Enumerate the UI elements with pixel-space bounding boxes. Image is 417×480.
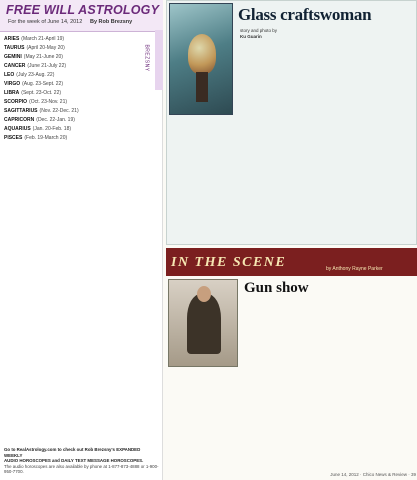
astro-sign-virgo <box>4 81 154 87</box>
astrology-footer-line3: The audio horoscopes are also available by phone at 1-877-873-4888 or 1-900-950-7700. <box>4 463 159 474</box>
astro-sign-taurus <box>4 45 154 51</box>
glass-byline <box>240 28 390 39</box>
author-photo <box>168 279 238 367</box>
astro-sign-dates: (April 20-May 20) <box>26 45 65 51</box>
astro-sign-name: LEO <box>4 72 15 78</box>
astrology-column <box>0 0 163 480</box>
astro-sign-name: LIBRA <box>4 90 20 96</box>
astro-sign-dates: (Sept. 23-Oct. 22) <box>21 90 62 96</box>
astrology-header <box>0 0 163 32</box>
glass-lamp-shade <box>188 34 216 74</box>
astro-sign-gemini <box>4 54 154 60</box>
astro-sign-dates: (Dec. 22-Jan. 19) <box>36 117 75 123</box>
in-the-scene-banner <box>166 248 417 276</box>
astro-sign-dates: (Nov. 22-Dec. 21) <box>39 108 79 114</box>
glass-lamp-base <box>196 72 208 102</box>
glass-byline-name: Ku Guarin <box>240 33 262 39</box>
author-head <box>197 286 211 302</box>
astro-sign-cancer <box>4 63 154 69</box>
astrology-title: FREE WILL ASTROLOGY <box>6 3 160 17</box>
astro-sign-name: SCORPIO <box>4 99 28 105</box>
glass-lamp-photo <box>169 3 233 115</box>
astro-sign-name: CANCER <box>4 63 26 69</box>
gun-show-title: Gun show <box>244 280 309 296</box>
astrology-footer-line2: AUDIO HOROSCOPES and DAILY TEXT MESSAGE HOROSCOPES. <box>4 458 144 463</box>
gun-column-3 <box>336 280 416 474</box>
glass-column-2 <box>328 44 412 239</box>
astro-sign-name: GEMINI <box>4 54 22 60</box>
in-the-scene-title: IN THE SCENE <box>171 255 287 270</box>
astro-sign-dates: (March 21-April 19) <box>21 36 65 42</box>
gun-column-2 <box>252 328 332 474</box>
astro-sign-name: VIRGO <box>4 81 21 87</box>
astro-sign-name: PISCES <box>4 135 23 141</box>
glass-column-1 <box>238 44 322 239</box>
astro-sign-dates: (Aug. 23-Sept. 22) <box>22 81 63 87</box>
astrology-byline: By Rob Brezsny <box>90 19 133 25</box>
page-footer: June 14, 2012 · Chico News & Review · 39 <box>330 472 416 477</box>
astro-sign-dates: (July 23-Aug. 22) <box>16 72 55 78</box>
gun-show-byline: by Anthony Rayne Parker <box>326 266 383 272</box>
astro-sign-libra <box>4 90 154 96</box>
astro-sign-dates: (May 21-June 20) <box>23 54 63 60</box>
astro-sign-name: ARIES <box>4 36 20 42</box>
astrology-side-label: BREZSNY <box>143 44 150 72</box>
astro-sign-scorpio <box>4 99 154 105</box>
astro-sign-dates: (Jan. 20-Feb. 18) <box>32 126 72 132</box>
astrology-side-tab <box>143 30 163 90</box>
astro-sign-dates: (Oct. 23-Nov. 21) <box>29 99 68 105</box>
astro-sign-dates: (Feb. 19-March 20) <box>24 135 68 141</box>
glass-byline-label: story and photo by <box>240 28 278 33</box>
glass-article <box>166 0 417 245</box>
astro-sign-aries <box>4 36 154 42</box>
astro-sign-name: TAURUS <box>4 45 25 51</box>
astrology-signs <box>4 36 154 416</box>
astro-sign-capricorn <box>4 117 154 123</box>
astro-sign-dates: (June 21-July 22) <box>27 63 67 69</box>
astro-sign-name: AQUARIUS <box>4 126 31 132</box>
astro-sign-leo <box>4 72 154 78</box>
glass-article-title: Glass craftswoman <box>238 5 372 24</box>
astro-sign-pisces <box>4 135 154 141</box>
astro-sign-name: SAGITTARIUS <box>4 108 38 114</box>
astrology-week: For the week of June 14, 2012 <box>8 19 83 25</box>
astro-sign-sagittarius <box>4 108 154 114</box>
gun-column-1 <box>168 372 248 474</box>
gun-show-article <box>166 248 417 480</box>
astro-sign-name: CAPRICORN <box>4 117 35 123</box>
astrology-footer <box>4 447 159 475</box>
astro-sign-aquarius <box>4 126 154 132</box>
astrology-footer-line1[interactable]: Go to RealAstrology.com to check out Rob Brezsny's EXPANDED WEEKLY <box>4 447 141 458</box>
author-figure <box>187 294 221 354</box>
